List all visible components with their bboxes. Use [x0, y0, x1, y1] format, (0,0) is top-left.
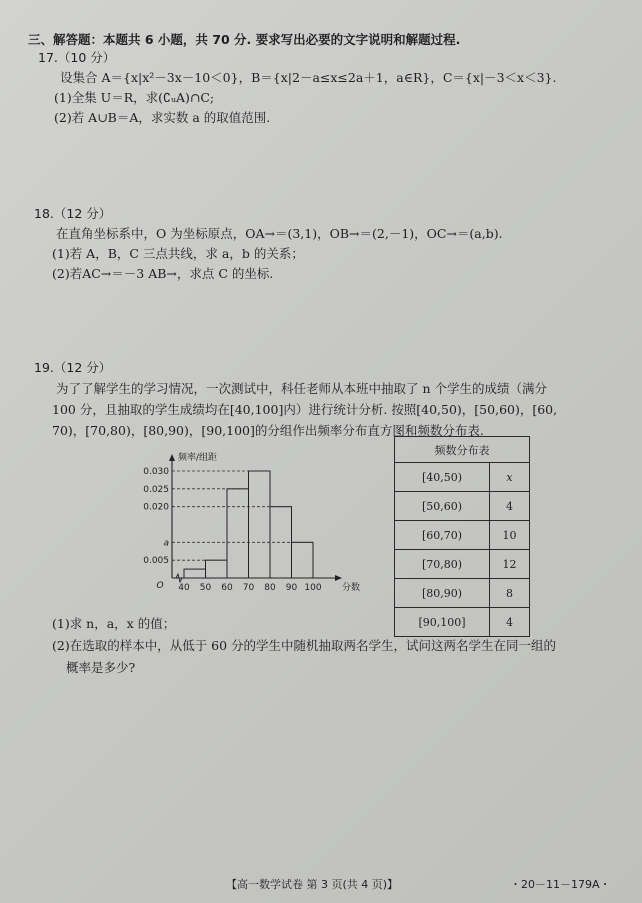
- x-tick-label: 90: [285, 583, 298, 593]
- table-cell-count: 8: [490, 579, 530, 608]
- frequency-histogram: [140, 446, 360, 596]
- y-tick-label: 0.020: [143, 502, 169, 513]
- table-row: [395, 463, 530, 492]
- table-cell-count: 12: [490, 550, 530, 579]
- paper-code: ・20－11－179A・: [510, 878, 611, 891]
- table-cell-range: [40,50): [395, 463, 490, 492]
- y-tick-label: 0.025: [143, 484, 169, 495]
- q17-line-1: 设集合 A＝{x|x²－3x－10＜0}，B＝{x|2－a≤x≤2a＋1，a∈R}，C＝{x|－3＜x＜3}.: [60, 70, 557, 85]
- q18-line-1: 在直角坐标系中，O 为坐标原点，OA→＝(3,1)，OB→＝(2,－1)，OC→＝(a,b).: [56, 226, 503, 241]
- y-axis-arrow: [169, 454, 175, 461]
- x-tick-label: 80: [264, 583, 276, 593]
- y-tick-label: a: [163, 538, 169, 549]
- y-axis-label: 频率/组距: [178, 453, 218, 463]
- table-cell-count: 10: [490, 521, 530, 550]
- x-tick-label: 50: [199, 583, 212, 593]
- origin-label: O: [156, 581, 164, 591]
- histogram-bar: [184, 569, 206, 578]
- table-cell-count: 4: [490, 492, 530, 521]
- histogram-bar: [249, 471, 271, 578]
- frequency-table: [394, 436, 530, 637]
- x-tick-label: 60: [221, 583, 233, 593]
- q19-heading: 19.（12 分）: [34, 360, 112, 375]
- table-row: [395, 521, 530, 550]
- histogram-bar: [292, 542, 314, 578]
- q19-para-3: 70)，[70,80)，[80,90)，[90,100]的分组作出频率分布直方图和频数分布表.: [52, 423, 484, 438]
- q18-line-2: (1)若 A，B，C 三点共线，求 a，b 的关系；: [52, 246, 304, 261]
- q17-heading: 17.（10 分）: [38, 50, 116, 65]
- x-axis-arrow: [335, 575, 342, 581]
- histogram-bar: [227, 489, 249, 578]
- q17-line-3: (2)若 A∪B＝A，求实数 a 的取值范围.: [54, 110, 271, 125]
- x-tick-label: 40: [178, 583, 190, 593]
- x-tick-label: 70: [242, 583, 255, 593]
- q19-subquestion-1: (1)求 n，a，x 的值；: [52, 616, 176, 631]
- table-cell-count: 4: [490, 608, 530, 637]
- x-tick-label: 100: [304, 583, 322, 593]
- q19-para-2: 100 分，且抽取的学生成绩均在[40,100]内）进行统计分析. 按照[40,50)，[50,60)，[60,: [52, 402, 558, 417]
- q18-line-3: (2)若AC→＝－3 AB→，求点 C 的坐标.: [52, 266, 274, 281]
- q19-subquestion-2-cont: 概率是多少?: [66, 660, 136, 675]
- table-cell-count: x: [490, 463, 530, 492]
- page-footer: 【高一数学试卷 第 3 页(共 4 页)】: [226, 878, 399, 891]
- x-axis-label: 分数: [342, 583, 360, 593]
- q19-subquestion-2: (2)在选取的样本中，从低于 60 分的学生中随机抽取两名学生，试问这两名学生在同一组的: [52, 638, 557, 653]
- table-cell-range: [90,100]: [395, 608, 490, 637]
- q19-para-1: 为了了解学生的学习情况，一次测试中，科任老师从本班中抽取了 n 个学生的成绩（满分: [56, 381, 547, 396]
- table-cell-range: [60,70): [395, 521, 490, 550]
- y-tick-label: 0.005: [143, 556, 169, 567]
- table-row: [395, 550, 530, 579]
- table-row: [395, 579, 530, 608]
- table-row: [395, 608, 530, 637]
- table-cell-range: [70,80): [395, 550, 490, 579]
- table-row: [395, 492, 530, 521]
- table-cell-range: [80,90): [395, 579, 490, 608]
- histogram-bar: [206, 560, 228, 578]
- table-cell-range: [50,60): [395, 492, 490, 521]
- section-header: 三、解答题：本题共 6 小题，共 70 分. 要求写出必要的文字说明和解题过程.: [28, 32, 461, 47]
- frequency-table-title: 频数分布表: [395, 437, 530, 463]
- q17-line-2: (1)全集 U＝R，求(∁ᵤA)∩C;: [54, 90, 215, 105]
- y-tick-label: 0.030: [143, 467, 169, 477]
- q18-heading: 18.（12 分）: [34, 206, 112, 221]
